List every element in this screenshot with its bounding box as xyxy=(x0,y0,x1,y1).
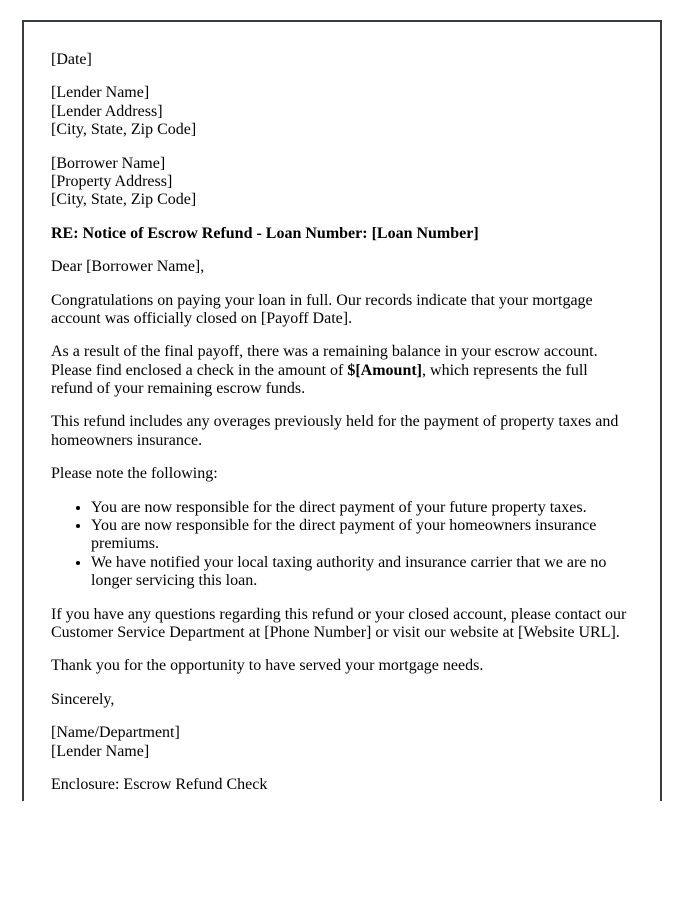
borrower-city-state-zip-line: [City, State, Zip Code] xyxy=(51,191,197,209)
refund-text-after: , which represents the full refund of your remaining escrow funds. xyxy=(51,361,588,398)
paragraph-congratulations: Congratulations on paying your loan in full. Our records indicate that your mortgage account was officially closed on [Payoff Date]. xyxy=(51,291,593,327)
signature-name-department: [Name/Department] xyxy=(51,724,180,742)
salutation: Dear [Borrower Name], xyxy=(51,258,205,276)
lender-address-line: [Lender Address] xyxy=(51,102,163,120)
responsibility-list xyxy=(51,499,633,591)
property-address-line: [Property Address] xyxy=(51,172,173,190)
enclosure-line: Enclosure: Escrow Refund Check xyxy=(51,775,268,793)
signature-block xyxy=(51,724,633,761)
amount-placeholder: $[Amount] xyxy=(347,361,423,379)
borrower-name-line: [Borrower Name] xyxy=(51,154,166,172)
subject-line: RE: Notice of Escrow Refund - Loan Number: [Loan Number] xyxy=(51,224,479,242)
letter-page xyxy=(22,20,662,801)
lender-name-line: [Lender Name] xyxy=(51,84,150,102)
letter-body xyxy=(24,22,660,794)
date-placeholder: [Date] xyxy=(51,51,92,68)
list-item-authority-notified: • We have notified your local taxing authority and insurance carrier that we are no longer servicing this loan. xyxy=(91,554,633,591)
borrower-address-block xyxy=(51,155,633,210)
paragraph-overages: This refund includes any overages previously held for the payment of property taxes and homeowners insurance. xyxy=(51,413,619,449)
list-item-insurance-premiums: • You are now responsible for the direct payment of your homeowners insurance premiums. xyxy=(91,517,633,554)
signature-lender-name: [Lender Name] xyxy=(51,742,150,760)
lender-city-state-zip-line: [City, State, Zip Code] xyxy=(51,121,197,139)
list-item-property-taxes: • You are now responsible for the direct payment of your future property taxes. xyxy=(91,499,633,517)
note-intro: Please note the following: xyxy=(51,465,218,483)
closing: Sincerely, xyxy=(51,690,115,708)
lender-address-block xyxy=(51,84,633,139)
paragraph-questions: If you have any questions regarding this refund or your closed account, please contact our Customer Service Department at [Phone Number] or visit our website at [Website URL]. xyxy=(51,605,627,641)
paragraph-thanks: Thank you for the opportunity to have served your mortgage needs. xyxy=(51,657,484,675)
refund-text-before: As a result of the final payoff, there was a remaining balance in your escrow account. Please find enclosed a check in the amount of xyxy=(51,343,598,379)
paragraph-refund-amount xyxy=(51,343,633,398)
